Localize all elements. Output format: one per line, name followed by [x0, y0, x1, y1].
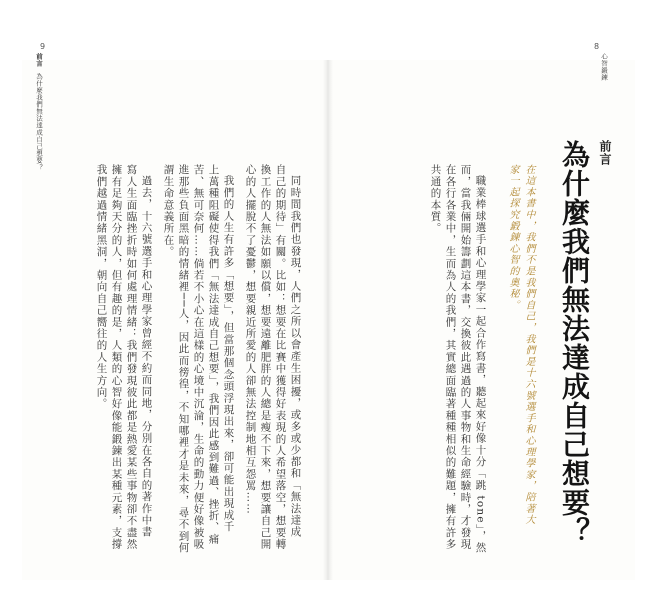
chapter-label: 前言 — [598, 140, 612, 166]
intro-quote-line: 在這本書中，我們不是我們自己，我們是十六號選手和心理學家，陪著大 — [523, 164, 534, 526]
body-line: 職業棒球選手和心理學家一起合作寫書，聽起來好像十分「跳 tone」，然 — [474, 174, 487, 554]
running-header-left-tag: 前言 — [35, 53, 43, 67]
body-line: 自己的期待」有關。比如：想要在比賽中獲得好表現的人希望落空，想要轉 — [274, 164, 287, 551]
body-line: 換工作的人無法如願以償，想要遠離肥胖的人總是瘦不下來，想要讓自己開 — [259, 164, 272, 551]
body-line: 我們越過情緒黑洞，朝向自己嚮往的人生方向。 — [95, 164, 108, 410]
intro-quote-line: 家一起探究鍛鍊心智的奧秘。 — [507, 164, 518, 311]
body-line: 心的人擺脫不了憂鬱，想要親近所愛的人卻無法控制地相互怨罵…… — [244, 164, 257, 515]
body-line: 我們的人生有許多「想要」，但當那個念頭浮現出來，卻可能出現成千 — [222, 174, 235, 532]
body-line: 苦、無可奈何……倘若不小心在這樣的心境中沉淪，生命的動力便好像被吸 — [192, 164, 205, 551]
body-line: 上萬種阻礙使得我們「無法達成自己想要」，我們因此感到難過、挫折、痛 — [207, 164, 220, 545]
running-header-right: 心智鍛鍊 — [600, 53, 608, 81]
body-line: 而，當我倆開始籌劃這本書，交換彼此遇過的人事物和生命經驗時，才發現 — [459, 164, 472, 551]
running-header-left-text: 為什麼我們無法達成自己想要？ — [35, 72, 43, 171]
page-number-left: 9 — [40, 42, 46, 51]
page-number-right: 8 — [594, 42, 600, 51]
book-gutter — [323, 60, 333, 580]
body-line: 過去，十六號選手和心理學家曾經不約而同地，分別在各自的著作中書 — [140, 174, 153, 538]
body-line: 擁有足夠天分的人，但有趣的是，人類的心智好像能鍛鍊出某種元素，支撐 — [110, 164, 123, 551]
body-line: 進那些負面黑暗的情緒裡──人，因此而徬徨，不知哪裡才是未來，尋不到何 — [177, 164, 190, 554]
body-line: 謂生命意義所在。 — [162, 164, 175, 258]
body-line: 寫人生面臨挫折時如何處理情緒：我們發現彼此都是熱愛某些事物卻不盡然 — [125, 164, 138, 551]
body-line: 同時間我們也發現，人們之所以會產生困擾，或多或少都和「無法達成 — [289, 174, 302, 538]
running-header-left — [35, 53, 43, 171]
body-line: 共通的本質。 — [429, 164, 442, 235]
body-line: 在各行各業中，生而為人的我們，其實總面臨著種種相似的難題，擁有許多 — [444, 164, 457, 551]
chapter-title: 為什麼我們無法達成自己想要？ — [558, 140, 591, 546]
